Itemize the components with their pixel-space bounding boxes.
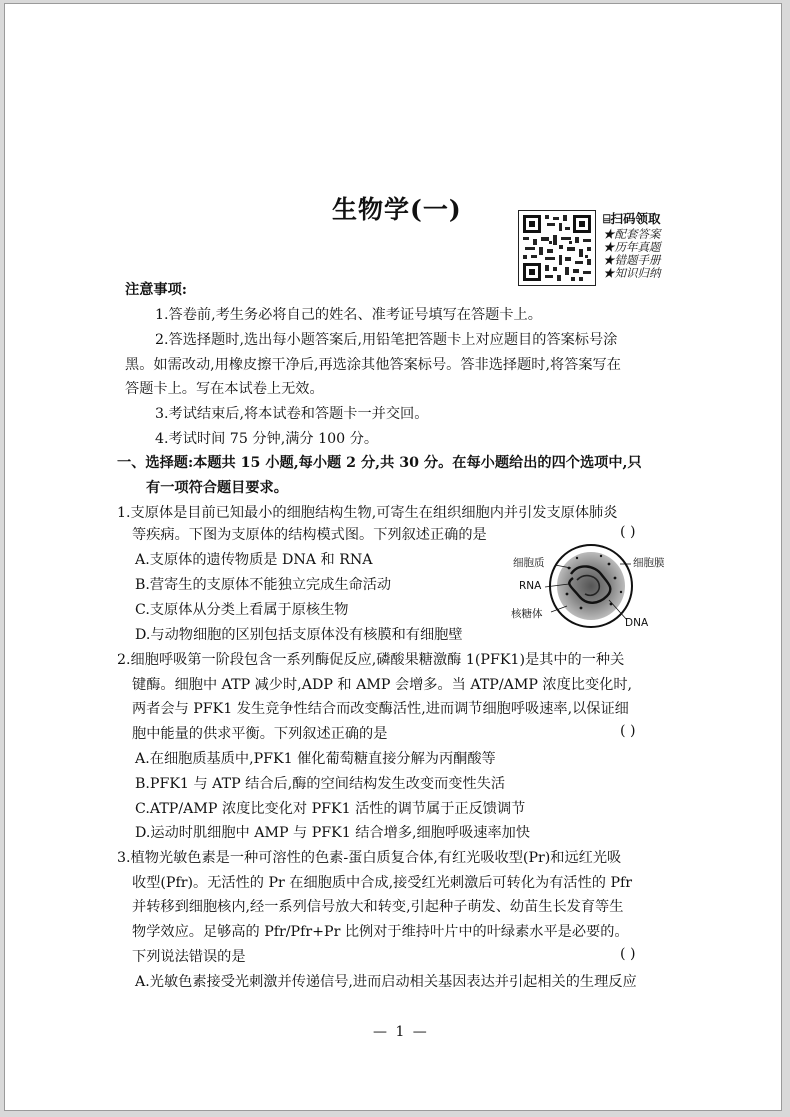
notice-line: 黑。如需改动,用橡皮擦干净后,再选涂其他答案标号。答非选择题时,将答案写在	[125, 357, 621, 373]
question-3-stem: 3.植物光敏色素是一种可溶性的色素-蛋白质复合体,有红光吸收型(Pr)和远红光吸	[117, 850, 622, 866]
question-3-stem: 收型(Pfr)。无活性的 Pr 在细胞质中合成,接受红光刺激后可转化为有活性的 Pfr	[132, 875, 633, 891]
question-3-stem: 下列说法错误的是	[132, 949, 246, 965]
qr-code[interactable]	[518, 210, 596, 286]
question-3-stem: 物学效应。足够高的 Pfr/Pfr+Pr 比例对于维持叶片中的叶绿素水平是必要的。	[132, 924, 629, 940]
question-2-stem: 胞中能量的供求平衡。下列叙述正确的是	[132, 726, 388, 742]
question-1-stem: 等疾病。下图为支原体的结构模式图。下列叙述正确的是	[132, 527, 487, 543]
question-2-stem: 两者会与 PFK1 发生竞争性结合而改变酶活性,进而调节细胞呼吸速率,以保证细	[132, 701, 629, 717]
notice-line: 答题卡上。写在本试卷上无效。	[125, 381, 324, 397]
mycoplasma-diagram	[511, 544, 699, 634]
scan-icon: ⌸	[603, 211, 611, 226]
question-1-option: D.与动物细胞的区别包括支原体没有核膜和有细胞壁	[135, 627, 463, 643]
page-number: — 1 —	[373, 1024, 429, 1040]
question-1-option: A.支原体的遗传物质是 DNA 和 RNA	[135, 552, 373, 568]
qr-item: ★错题手册	[603, 253, 661, 267]
section-heading: 一、选择题:本题共 15 小题,每小题 2 分,共 30 分。在每小题给出的四个选项中,只	[117, 455, 642, 471]
question-2-stem: 键酶。细胞中 ATP 减少时,ADP 和 AMP 会增多。当 ATP/AMP 浓度比变化时,	[132, 677, 633, 693]
qr-item: ★历年真题	[603, 240, 661, 254]
question-3-stem: 并转移到细胞核内,经一系列信号放大和转变,引起种子萌发、幼苗生长发育等生	[132, 899, 624, 915]
label-dna: DNA	[625, 617, 649, 629]
question-2-option: C.ATP/AMP 浓度比变化对 PFK1 活性的调节属于正反馈调节	[135, 801, 526, 817]
section-heading: 有一项符合题目要求。	[146, 480, 288, 496]
label-membrane: 细胞膜	[633, 557, 665, 569]
question-2-stem: 2.细胞呼吸第一阶段包含一系列酶促反应,磷酸果糖激酶 1(PFK1)是其中的一种关	[117, 652, 625, 668]
notice-line: 1.答卷前,考生务必将自己的姓名、准考证号填写在答题卡上。	[155, 307, 542, 323]
label-cytoplasm: 细胞质	[513, 557, 545, 569]
qr-side-panel	[603, 212, 661, 280]
notice-heading: 注意事项:	[125, 282, 187, 298]
notice-line: 2.答选择题时,选出每小题答案后,用铅笔把答题卡上对应题目的答案标号涂	[155, 332, 618, 348]
question-1-option: B.营寄生的支原体不能独立完成生命活动	[135, 577, 392, 593]
qr-scan-label: ⌸扫码领取	[603, 211, 661, 226]
exam-page	[4, 3, 782, 1111]
question-2-option: D.运动时肌细胞中 AMP 与 PFK1 结合增多,细胞呼吸速率加快	[135, 825, 531, 841]
answer-paren[interactable]: ( )	[620, 723, 636, 739]
notice-line: 4.考试时间 75 分钟,满分 100 分。	[155, 431, 379, 447]
page-title: 生物学(一)	[332, 195, 462, 224]
qr-item: ★配套答案	[603, 227, 661, 241]
label-rna: RNA	[519, 580, 542, 592]
question-2-option: B.PFK1 与 ATP 结合后,酶的空间结构发生改变而变性失活	[135, 776, 506, 792]
answer-paren[interactable]: ( )	[620, 946, 636, 962]
question-2-option: A.在细胞质基质中,PFK1 催化葡萄糖直接分解为丙酮酸等	[135, 751, 496, 767]
qr-code-graphic	[519, 211, 595, 285]
label-ribosome: 核糖体	[511, 608, 543, 620]
question-3-option: A.光敏色素接受光刺激并传递信号,进而启动相关基因表达并引起相关的生理反应	[135, 974, 637, 990]
qr-item: ★知识归纳	[603, 266, 661, 280]
answer-paren[interactable]: ( )	[620, 524, 636, 540]
question-1-option: C.支原体从分类上看属于原核生物	[135, 602, 349, 618]
question-1-stem: 1.支原体是目前已知最小的细胞结构生物,可寄生在组织细胞内并引发支原体肺炎	[117, 505, 618, 521]
notice-line: 3.考试结束后,将本试卷和答题卡一并交回。	[155, 406, 429, 422]
